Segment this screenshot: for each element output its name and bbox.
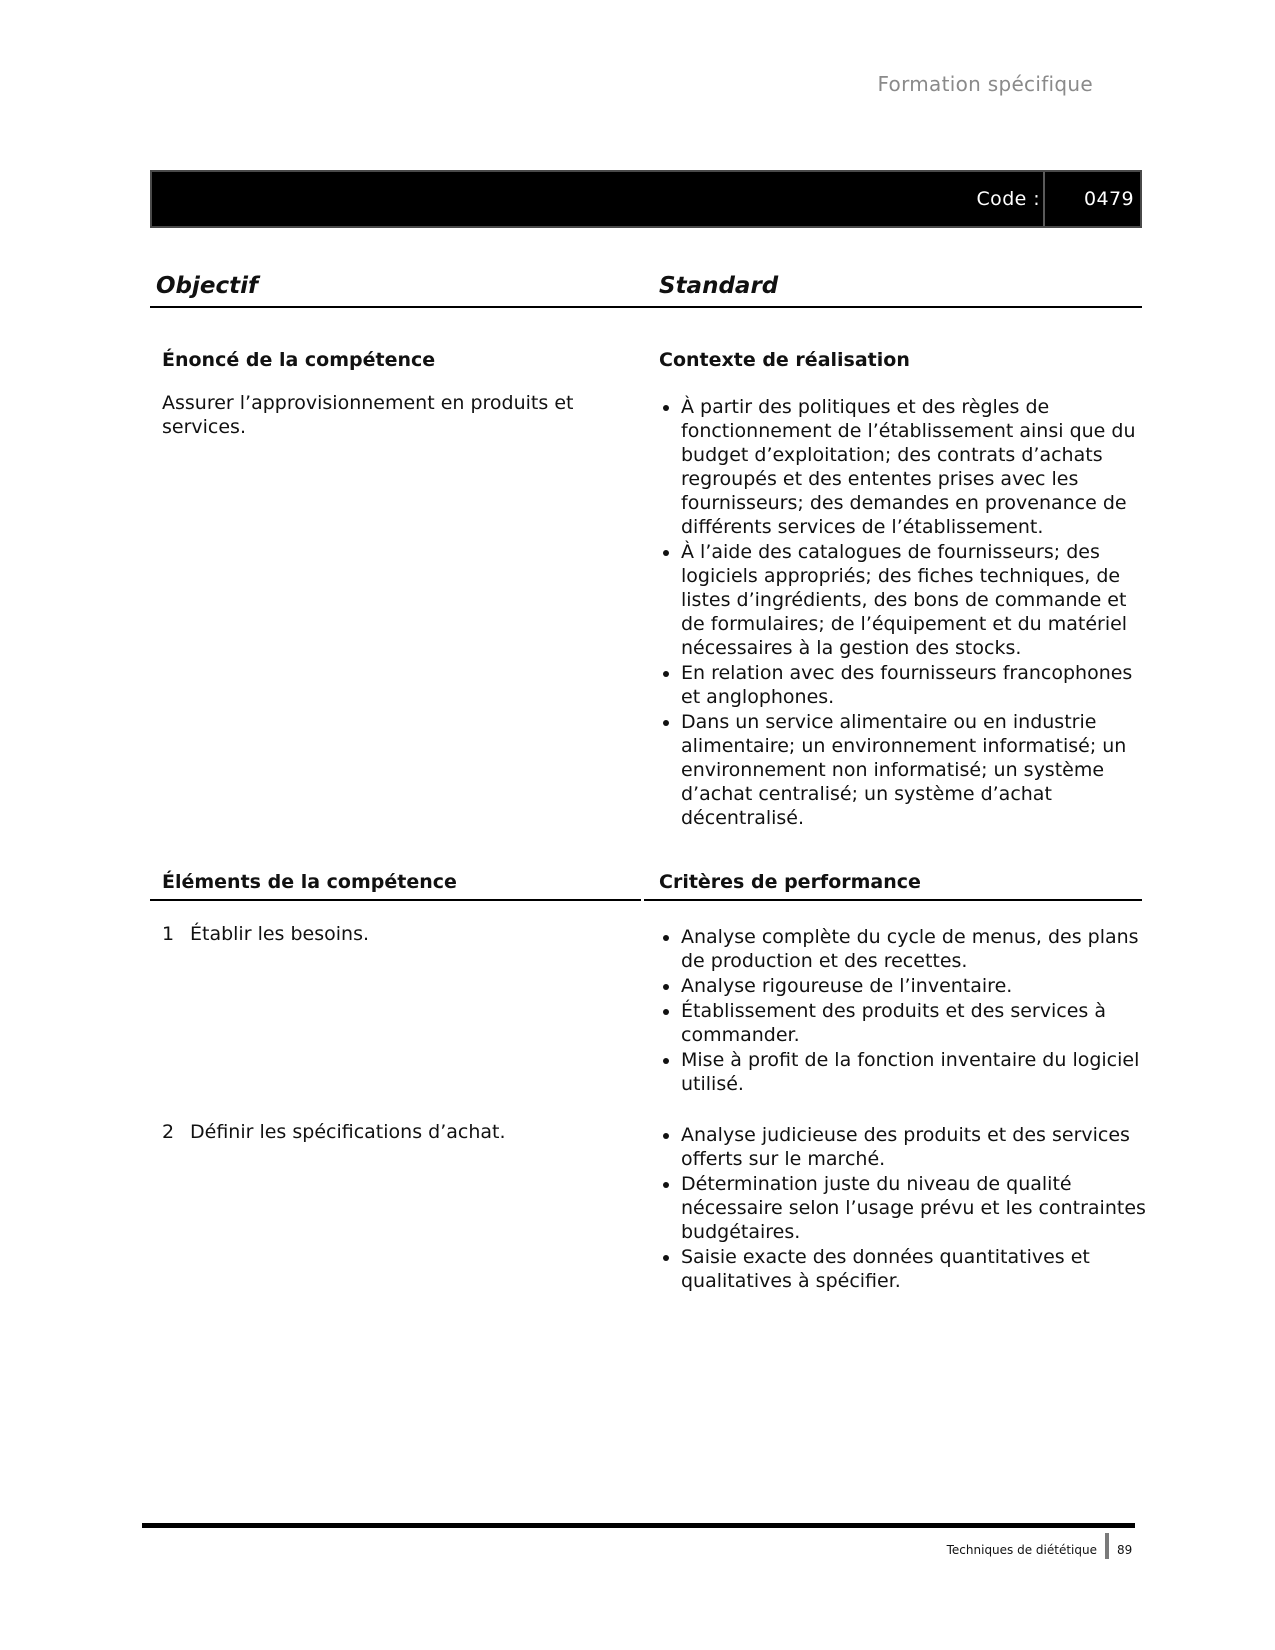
list-item: • À l’aide des catalogues de fournisseurs; des logiciels appropriés; des fiches techniques, de listes d’ingrédients, des bons de commande et de formulaires; de l’équipement et du matériel nécessaires à la gestion des stocks.: [681, 540, 1151, 660]
list-item: • En relation avec des fournisseurs francophones et anglophones.: [681, 661, 1151, 709]
list-item: • Analyse judicieuse des produits et des services offerts sur le marché.: [681, 1123, 1151, 1171]
list-item: • Détermination juste du niveau de qualité nécessaire selon l’usage prévu et les contraintes budgétaires.: [681, 1172, 1151, 1244]
element-item-1: [162, 923, 369, 945]
elements-rule: [150, 899, 641, 901]
list-item: • Analyse rigoureuse de l’inventaire.: [681, 974, 1151, 998]
list-item: • Dans un service alimentaire ou en industrie alimentaire; un environnement informatisé; un environnement non informatisé; un système d’achat centralisé; un système d’achat décentralisé.: [681, 710, 1151, 830]
enonce-line-2: services.: [162, 416, 246, 438]
criteres-rule: [644, 899, 1142, 901]
element-number: 2: [162, 1121, 175, 1143]
objectif-heading: Objectif: [156, 273, 259, 299]
enonce-line-1: Assurer l’approvisionnement en produits et: [162, 392, 574, 414]
criteria-list-2: [659, 1123, 1151, 1294]
element-item-2: [162, 1121, 506, 1143]
enonce-heading: Énoncé de la compétence: [162, 349, 436, 371]
criteres-heading: Critères de performance: [659, 871, 921, 893]
standard-heading: Standard: [659, 273, 779, 299]
running-header: Formation spécifique: [877, 72, 1093, 96]
footer-title: Techniques de diététique: [946, 1543, 1097, 1557]
footer-divider: [1105, 1533, 1109, 1559]
page-number: 89: [1117, 1543, 1133, 1557]
element-number: 1: [162, 923, 175, 945]
criteria-list-1: [659, 925, 1151, 1097]
code-label: Code :: [976, 188, 1040, 210]
code-divider: [1043, 172, 1045, 226]
element-text: Établir les besoins.: [190, 923, 370, 945]
list-item: • À partir des politiques et des règles de fonctionnement de l’établissement ainsi que du budget d’exploitation; des contrats d’achats regroupés et des ententes prises avec les fournisseurs; des demandes en provenance de différents services de l’établissement.: [681, 395, 1151, 539]
code-bar: [150, 170, 1142, 228]
element-text: Définir les spécifications d’achat.: [190, 1121, 506, 1143]
list-item: • Analyse complète du cycle de menus, des plans de production et des recettes.: [681, 925, 1151, 973]
code-value: 0479: [1084, 188, 1134, 210]
elements-heading: Éléments de la compétence: [162, 871, 457, 893]
contexte-heading: Contexte de réalisation: [659, 349, 910, 371]
list-item: • Mise à profit de la fonction inventaire du logiciel utilisé.: [681, 1048, 1151, 1096]
list-item: • Saisie exacte des données quantitatives et qualitatives à spécifier.: [681, 1245, 1151, 1293]
contexte-list: [659, 395, 1151, 831]
header-rule: [150, 306, 1142, 308]
footer-rule: [142, 1523, 1135, 1528]
enonce-text: [162, 391, 582, 439]
list-item: • Établissement des produits et des services à commander.: [681, 999, 1151, 1047]
